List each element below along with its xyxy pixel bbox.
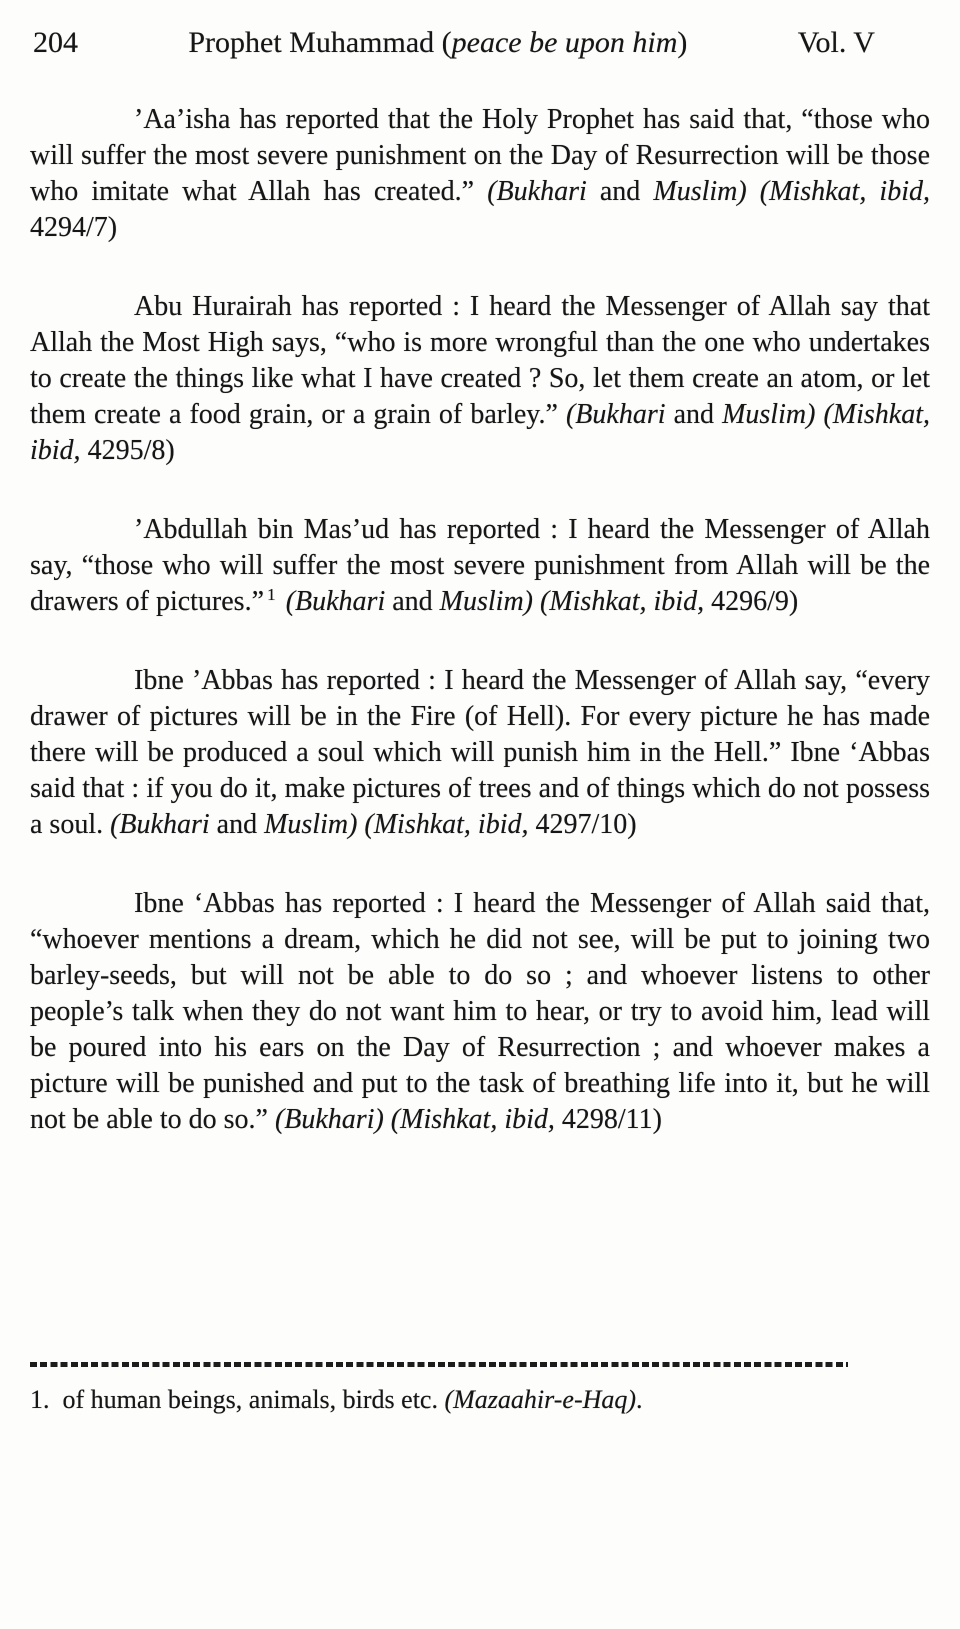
page-number: 204 <box>33 26 78 59</box>
text-segment: 1. of human beings, animals, birds etc. <box>30 1385 445 1414</box>
text-segment: . <box>636 1385 643 1414</box>
text-segment: 4295/8) <box>80 435 175 466</box>
text-segment: Prophet Muhammad ( <box>188 26 452 59</box>
text-segment: and <box>586 176 654 207</box>
text-segment: Muslim) (Mishkat, ibid, <box>30 399 931 466</box>
text-segment: Muslim) (Mishkat, ibid, <box>439 586 705 617</box>
text-segment: Ibne ’Abbas has reported : I heard the Messenger of Allah say, “every drawer of pictures will be in the Fire (of Hell). For every picture he has made there will be produced a soul which will punish him in the Hell.” Ibne ‘Abbas said that : if you do it, make pictures of trees and of things which do not possess a soul. <box>30 665 930 840</box>
footnote-ref: 1 <box>267 585 276 605</box>
text-segment: and <box>665 399 723 430</box>
paragraph-5 <box>30 886 930 1138</box>
page-body <box>30 102 930 1138</box>
paragraph-2 <box>30 289 930 469</box>
text-segment: (Mazaahir-e-Haq) <box>444 1385 637 1414</box>
page-header <box>30 24 930 62</box>
text-segment <box>279 586 286 617</box>
paragraph-3 <box>30 512 930 620</box>
text-segment: ) <box>677 26 688 59</box>
text-segment: 4298/11) <box>554 1104 662 1135</box>
paragraph-4 <box>30 663 930 843</box>
text-segment: Muslim) (Mishkat, ibid, <box>264 809 529 840</box>
text-segment: Ibne ‘Abbas has reported : I heard the Messenger of Allah said that, “whoever mentions a dream, which he did not see, will be put to joining two barley-seeds, but will not be able to do so ; and whoever listens to other people’s talk when they do not want him to hear, or try to avoid him, lead will be poured into his ears on the Day of Resurrection ; and whoever makes a picture will be punished and put to the task of breathing life into it, but he will not be able to do so.” <box>30 888 930 1135</box>
text-segment: (Bukhari <box>110 809 210 840</box>
volume-label: Vol. V <box>797 26 875 59</box>
footnote-area <box>30 1362 930 1416</box>
text-segment: (Bukhari <box>565 399 666 430</box>
text-segment: (Bukhari <box>285 586 386 617</box>
footnote-separator <box>30 1362 848 1367</box>
text-segment: 4297/10) <box>528 809 637 840</box>
text-segment: (Bukhari <box>487 176 587 207</box>
text-segment: 4294/7) <box>30 212 118 243</box>
text-segment: Abu Hurairah has reported : I heard the Messenger of Allah say that Allah the Most High says, “who is more wrongful than the one who undertakes to create the things like what I have created ? So, let them create an atom, or let them create a food grain, or a grain of barley.” <box>30 291 930 430</box>
text-segment: Muslim) (Mishkat, ibid, <box>653 176 930 207</box>
text-segment: peace be upon him <box>451 26 678 59</box>
text-segment: 4296/9) <box>704 586 799 617</box>
running-title <box>188 24 687 62</box>
text-segment: ’Aa’isha has reported that the Holy Prophet has said that, “those who will suffer the most severe punishment on the Day of Resurrection will be those who imitate what Allah has created.” <box>30 104 930 207</box>
text-segment: and <box>209 809 265 840</box>
text-segment: (Bukhari) (Mishkat, ibid, <box>274 1104 555 1135</box>
footnote <box>30 1383 930 1416</box>
text-segment: and <box>385 586 440 617</box>
text-segment: ’Abdullah bin Mas’ud has reported : I heard the Messenger of Allah say, “those who will suffer the most severe punishment from Allah will be the drawers of pictures.” <box>30 514 930 617</box>
paragraph-1 <box>30 102 930 246</box>
